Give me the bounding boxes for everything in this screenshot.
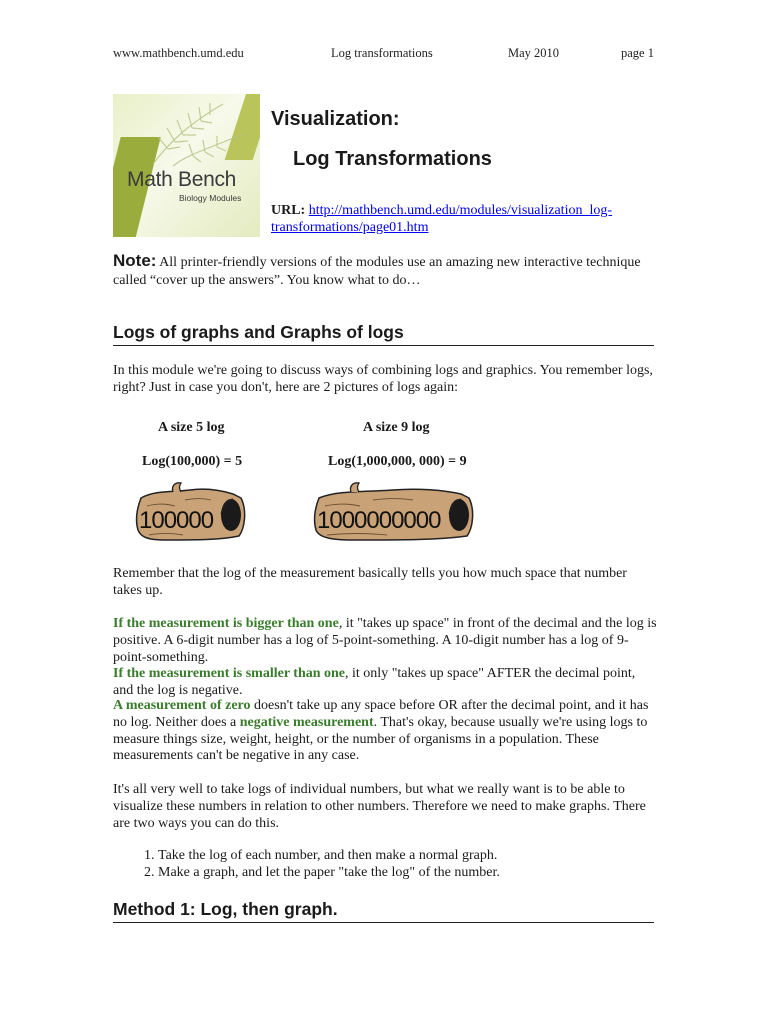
negative-emphasis: negative measurement — [239, 714, 374, 730]
visualize-paragraph: It's all very well to take logs of individual numbers, but what we really want is to be able to visualize these numbers in relation to other numbers. Therefore we need to make graphs. There are two ways you can do this. — [113, 782, 646, 831]
log2-number: 1000000000 — [317, 507, 441, 534]
log2-caption: A size 9 log — [363, 420, 430, 435]
log-illustration-size9 — [313, 480, 475, 542]
section-heading-method-1: Method 1: Log, then graph. — [113, 899, 654, 923]
smaller-than-one-paragraph: If the measurement is smaller than one, it only "takes up space" AFTER the decimal point, and the log is negative. — [113, 666, 636, 698]
header-date: May 2010 — [508, 46, 560, 60]
bigger-than-one-paragraph: If the measurement is bigger than one, it "takes up space" in front of the decimal and the log is positive. A 6-digit number has a log of 5-point-something. A 10-digit number has a log of 9-point-something. — [113, 616, 657, 665]
url-label: URL: — [271, 203, 306, 218]
smaller-than-one-emphasis: If the measurement is smaller than one — [113, 666, 346, 681]
module-url-link[interactable]: http://mathbench.umd.edu/modules/visualization_log- transformations/page01.htm — [271, 203, 613, 235]
logo-subtitle: Biology Modules — [179, 193, 242, 203]
log1-equation: Log(100,000) = 5 — [142, 454, 243, 469]
bigger-than-one-emphasis: If the measurement is bigger than one — [113, 616, 339, 631]
note-paragraph — [113, 252, 658, 290]
header-page-number: page 1 — [621, 46, 654, 60]
intro-paragraph: In this module we're going to discuss ways of combining logs and graphics. You remember logs, right? Just in case you don't, here are 2 pictures of logs again: — [113, 363, 653, 395]
note-label: Note: — [113, 251, 157, 270]
log1-number: 100000 — [139, 507, 214, 534]
list-item: 1. Take the log of each number, and then make a normal graph. — [158, 847, 658, 864]
zero-emphasis: A measurement of zero — [113, 698, 251, 713]
log2-equation: Log(1,000,000, 000) = 9 — [328, 454, 467, 469]
mathbench-logo — [113, 94, 260, 237]
page-title-line1: Visualization: — [271, 108, 400, 130]
method-list — [113, 847, 658, 881]
page-title-line2: Log Transformations — [293, 148, 492, 170]
log-illustration-size5 — [135, 480, 247, 542]
header-topic: Log transformations — [331, 46, 433, 60]
header-site: www.mathbench.umd.edu — [113, 46, 244, 60]
url-block — [271, 202, 651, 236]
fern-icon — [113, 94, 260, 237]
list-item: 2. Make a graph, and let the paper "take the log" of the number. — [158, 864, 658, 881]
logo-title: Math Bench — [127, 168, 237, 191]
note-text: All printer-friendly versions of the modules use an amazing new interactive technique called “cover up the answers”. You know what to do… — [113, 255, 641, 288]
section-heading-logs-of-graphs: Logs of graphs and Graphs of logs — [113, 322, 654, 346]
remember-paragraph: Remember that the log of the measurement basically tells you how much space that number takes up. — [113, 566, 627, 598]
zero-measurement-paragraph: A measurement of zero doesn't take up any space before OR after the decimal point, and it has no log. Neither does a negative measurement. That's okay, because usually we're using logs to measure things size, weight, height, or the number of organisms in a population. These measurements can't be negative in any case. — [113, 698, 649, 764]
log1-caption: A size 5 log — [158, 420, 225, 435]
